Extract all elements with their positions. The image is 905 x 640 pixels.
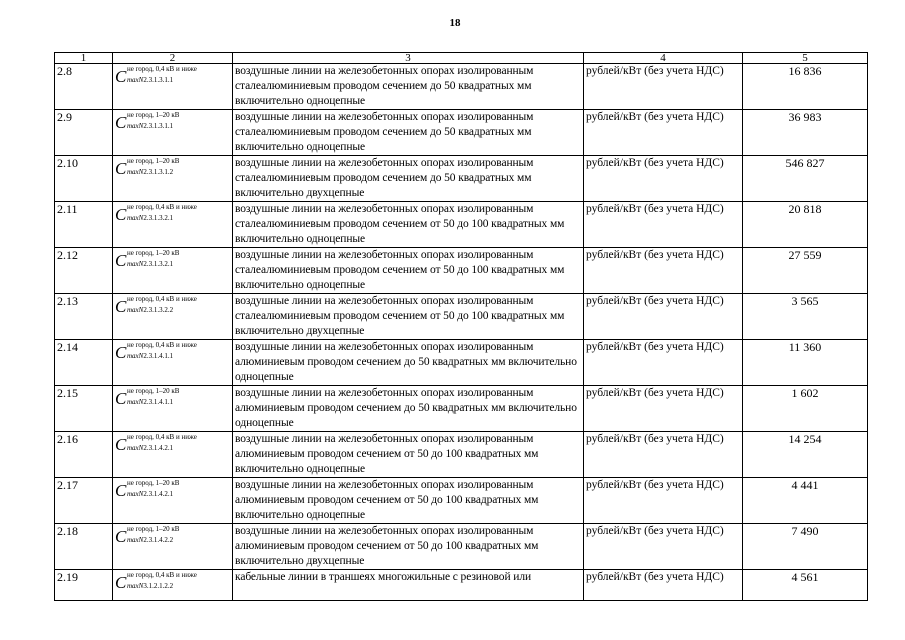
rate-symbol: C	[115, 251, 127, 270]
header-row	[55, 53, 868, 64]
rate-superscript: не город, 1–20 кВ	[127, 479, 180, 487]
row-description: воздушные линии на железобетонных опорах изолированным сталеалюминиевым проводом сечением до 50 квадратных мм включительно одноцепные	[233, 64, 584, 110]
rate-subscript	[127, 398, 173, 406]
table-row	[55, 64, 868, 110]
rate-superscript: не город, 1–20 кВ	[127, 111, 180, 119]
row-unit: рублей/кВт (без учета НДС)	[584, 432, 743, 478]
row-description: воздушные линии на железобетонных опорах изолированным алюминиевым проводом сечением до 50 квадратных мм включительно одноцепные	[233, 386, 584, 432]
row-description: воздушные линии на железобетонных опорах изолированным алюминиевым проводом сечением от 50 до 100 квадратных мм включительно одноцепные	[233, 478, 584, 524]
column-header: 5	[743, 53, 868, 64]
row-number: 2.19	[55, 570, 113, 601]
row-value: 4 441	[743, 478, 868, 524]
row-description: кабельные линии в траншеях многожильные с резиновой или	[233, 570, 584, 601]
rate-superscript: не город, 1–20 кВ	[127, 525, 180, 533]
page-number: 18	[449, 17, 461, 29]
row-number: 2.12	[55, 248, 113, 294]
rate-superscript: не город, 1–20 кВ	[127, 157, 180, 165]
rate-superscript: не город, 0,4 кВ и ниже	[127, 295, 197, 303]
rate-subscript-var: maxN	[127, 536, 144, 544]
rate-subscript	[127, 306, 173, 314]
rate-superscript: не город, 0,4 кВ и ниже	[127, 341, 197, 349]
table-row	[55, 202, 868, 248]
row-value: 36 983	[743, 110, 868, 156]
rate-subscript	[127, 444, 173, 452]
row-number: 2.15	[55, 386, 113, 432]
rate-subscript	[127, 490, 173, 498]
rate-symbol: C	[115, 481, 127, 500]
rate-code: 2.3.1.3.1.2	[143, 168, 174, 176]
rate-formula	[113, 110, 233, 156]
rate-code: 2.3.1.4.1.1	[143, 398, 174, 406]
rate-symbol: C	[115, 205, 127, 224]
rate-subscript-var: maxN	[127, 122, 144, 130]
column-header: 4	[584, 53, 743, 64]
rate-symbol: C	[115, 159, 127, 178]
row-unit: рублей/кВт (без учета НДС)	[584, 524, 743, 570]
table-row	[55, 294, 868, 340]
rate-subscript-var: maxN	[127, 444, 144, 452]
row-description: воздушные линии на железобетонных опорах изолированным алюминиевым проводом сечением от 50 до 100 квадратных мм включительно одноцепные	[233, 432, 584, 478]
row-unit: рублей/кВт (без учета НДС)	[584, 570, 743, 601]
tariff-table	[54, 52, 868, 601]
row-description: воздушные линии на железобетонных опорах изолированным сталеалюминиевым проводом сечением до 50 квадратных мм включительно одноцепные	[233, 110, 584, 156]
rate-formula	[113, 294, 233, 340]
row-value: 1 602	[743, 386, 868, 432]
rate-superscript: не город, 0,4 кВ и ниже	[127, 433, 197, 441]
row-description: воздушные линии на железобетонных опорах изолированным алюминиевым проводом сечением до 50 квадратных мм включительно одноцепные	[233, 340, 584, 386]
table-row	[55, 524, 868, 570]
rate-formula	[113, 570, 233, 601]
rate-symbol: C	[115, 389, 127, 408]
table-row	[55, 570, 868, 601]
table-row	[55, 340, 868, 386]
row-value: 14 254	[743, 432, 868, 478]
rate-symbol: C	[115, 113, 127, 132]
row-number: 2.18	[55, 524, 113, 570]
rate-symbol: C	[115, 343, 127, 362]
rate-symbol: C	[115, 67, 127, 86]
rate-formula	[113, 386, 233, 432]
table-row	[55, 386, 868, 432]
rate-symbol: C	[115, 297, 127, 316]
rate-code: 2.3.1.3.1.1	[143, 122, 174, 130]
row-number: 2.11	[55, 202, 113, 248]
rate-code: 2.3.1.4.2.2	[143, 536, 174, 544]
row-value: 4 561	[743, 570, 868, 601]
rate-symbol: C	[115, 527, 127, 546]
rate-symbol: C	[115, 573, 127, 592]
rate-formula	[113, 64, 233, 110]
rate-formula	[113, 248, 233, 294]
rate-subscript	[127, 352, 173, 360]
row-description: воздушные линии на железобетонных опорах изолированным сталеалюминиевым проводом сечением от 50 до 100 квадратных мм включительно двухцепные	[233, 294, 584, 340]
rate-subscript	[127, 214, 173, 222]
row-description: воздушные линии на железобетонных опорах изолированным алюминиевым проводом сечением от 50 до 100 квадратных мм включительно двухцепные	[233, 524, 584, 570]
rate-code: 2.3.1.4.2.1	[143, 490, 174, 498]
row-number: 2.9	[55, 110, 113, 156]
row-description: воздушные линии на железобетонных опорах изолированным сталеалюминиевым проводом сечением до 50 квадратных мм включительно двухцепные	[233, 156, 584, 202]
rate-subscript-var: maxN	[127, 306, 144, 314]
rate-formula	[113, 432, 233, 478]
row-unit: рублей/кВт (без учета НДС)	[584, 156, 743, 202]
row-unit: рублей/кВт (без учета НДС)	[584, 294, 743, 340]
rate-subscript	[127, 122, 173, 130]
row-value: 16 836	[743, 64, 868, 110]
rate-subscript-var: maxN	[127, 490, 144, 498]
rate-code: 3.1.2.1.2.2	[143, 582, 174, 590]
row-value: 546 827	[743, 156, 868, 202]
row-value: 7 490	[743, 524, 868, 570]
table-row	[55, 432, 868, 478]
row-number: 2.14	[55, 340, 113, 386]
rate-superscript: не город, 1–20 кВ	[127, 387, 180, 395]
row-unit: рублей/кВт (без учета НДС)	[584, 386, 743, 432]
row-number: 2.13	[55, 294, 113, 340]
row-unit: рублей/кВт (без учета НДС)	[584, 110, 743, 156]
rate-code: 2.3.1.3.2.1	[143, 260, 174, 268]
rate-superscript: не город, 1–20 кВ	[127, 249, 180, 257]
rate-subscript	[127, 76, 173, 84]
row-number: 2.8	[55, 64, 113, 110]
rate-code: 2.3.1.3.2.2	[143, 306, 174, 314]
rate-formula	[113, 524, 233, 570]
rate-subscript-var: maxN	[127, 352, 144, 360]
rate-code: 2.3.1.4.2.1	[143, 444, 174, 452]
rate-formula	[113, 478, 233, 524]
rate-superscript: не город, 0,4 кВ и ниже	[127, 65, 197, 73]
table-row	[55, 478, 868, 524]
column-header: 2	[113, 53, 233, 64]
rate-subscript-var: maxN	[127, 214, 144, 222]
row-value: 20 818	[743, 202, 868, 248]
rate-subscript	[127, 168, 173, 176]
row-unit: рублей/кВт (без учета НДС)	[584, 478, 743, 524]
rate-formula	[113, 202, 233, 248]
rate-superscript: не город, 0,4 кВ и ниже	[127, 203, 197, 211]
rate-code: 2.3.1.3.1.1	[143, 76, 174, 84]
rate-code: 2.3.1.3.2.1	[143, 214, 174, 222]
column-header: 1	[55, 53, 113, 64]
rate-subscript	[127, 582, 173, 590]
row-description: воздушные линии на железобетонных опорах изолированным сталеалюминиевым проводом сечением от 50 до 100 квадратных мм включительно одноцепные	[233, 248, 584, 294]
rate-subscript-var: maxN	[127, 398, 144, 406]
rate-superscript: не город, 0,4 кВ и ниже	[127, 571, 197, 579]
rate-subscript	[127, 536, 173, 544]
rate-subscript-var: maxN	[127, 168, 144, 176]
rate-formula	[113, 340, 233, 386]
row-value: 3 565	[743, 294, 868, 340]
row-unit: рублей/кВт (без учета НДС)	[584, 248, 743, 294]
rate-symbol: C	[115, 435, 127, 454]
row-unit: рублей/кВт (без учета НДС)	[584, 64, 743, 110]
row-value: 27 559	[743, 248, 868, 294]
row-unit: рублей/кВт (без учета НДС)	[584, 202, 743, 248]
rate-subscript-var: maxN	[127, 582, 144, 590]
rate-subscript	[127, 260, 173, 268]
rate-subscript-var: maxN	[127, 260, 144, 268]
table-row	[55, 110, 868, 156]
row-description: воздушные линии на железобетонных опорах изолированным сталеалюминиевым проводом сечением от 50 до 100 квадратных мм включительно одноцепные	[233, 202, 584, 248]
row-number: 2.17	[55, 478, 113, 524]
table-row	[55, 156, 868, 202]
rate-formula	[113, 156, 233, 202]
row-value: 11 360	[743, 340, 868, 386]
rate-code: 2.3.1.4.1.1	[143, 352, 174, 360]
column-header: 3	[233, 53, 584, 64]
table-row	[55, 248, 868, 294]
row-number: 2.16	[55, 432, 113, 478]
rate-subscript-var: maxN	[127, 76, 144, 84]
row-number: 2.10	[55, 156, 113, 202]
table-body	[55, 64, 868, 601]
row-unit: рублей/кВт (без учета НДС)	[584, 340, 743, 386]
